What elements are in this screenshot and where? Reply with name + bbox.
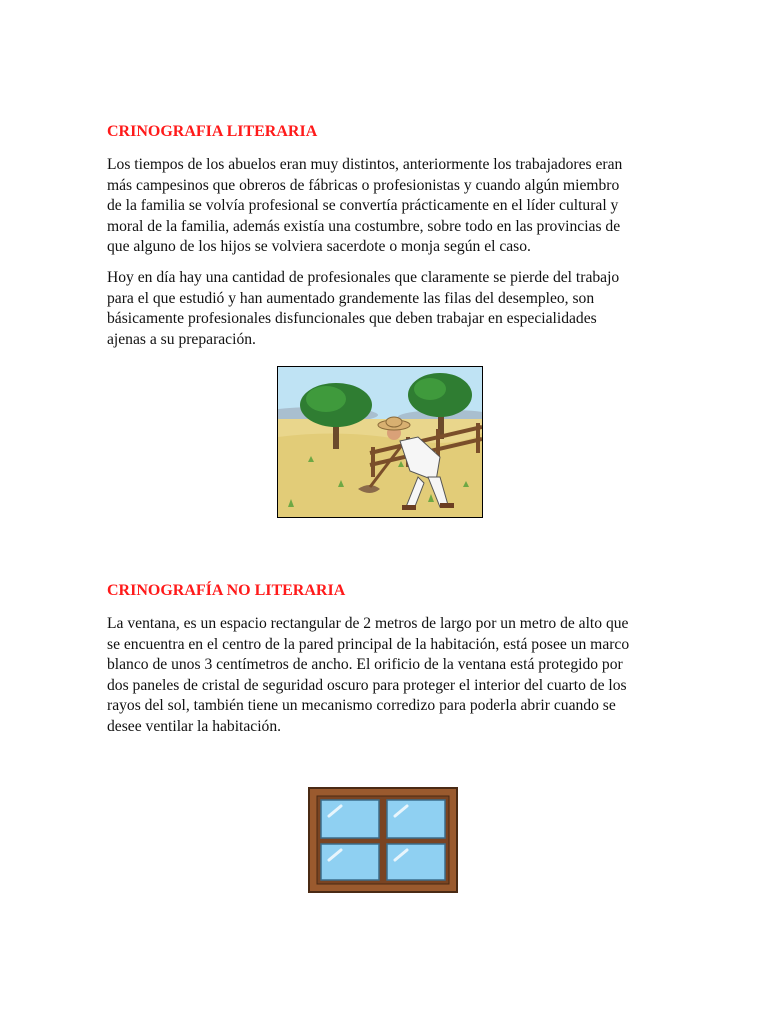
paragraph-ventana	[107, 614, 667, 737]
paragraph-line: desee ventilar la habitación.	[107, 717, 282, 735]
farmer-drawing	[278, 367, 482, 517]
paragraph-line: para el que estudió y han aumentado grandemente las filas del desempleo, son	[107, 289, 595, 307]
section-title-literaria: CRINOGRAFIA LITERARIA	[107, 123, 318, 140]
section-title-no-literaria: CRINOGRAFÍA NO LITERARIA	[107, 582, 346, 599]
paragraph-line: básicamente profesionales disfuncionales que deben trabajar en especialidades	[107, 310, 597, 327]
paragraph-line: dos paneles de cristal de seguridad oscuro para proteger el interior del cuarto de los	[107, 676, 627, 694]
paragraph-line: Hoy en día hay una cantidad de profesionales que claramente se pierde del trabajo	[107, 269, 620, 286]
paragraph-line: de la familia se volvía profesional se convertía prácticamente en el líder cultural y	[107, 197, 619, 214]
paragraph-profesionales	[107, 268, 667, 350]
paragraph-line: rayos del sol, también tiene un mecanismo corredizo para poderla abrir cuando se	[107, 697, 616, 714]
paragraph-line: moral de la familia, además existía una costumbre, sobre todo en las provincias de	[107, 217, 621, 235]
paragraph-line: blanco de unos 3 centímetros de ancho. El orificio de la ventana está protegido por	[107, 656, 623, 673]
paragraph-line: ajenas a su preparación.	[107, 330, 256, 348]
paragraph-abuelos	[107, 155, 667, 258]
paragraph-line: Los tiempos de los abuelos eran muy distintos, anteriormente los trabajadores eran	[107, 156, 623, 173]
paragraph-line: se encuentra en el centro de la pared principal de la habitación, está posee un marco	[107, 635, 630, 653]
window-drawing	[283, 764, 487, 916]
paragraph-line: La ventana, es un espacio rectangular de 2 metros de largo por un metro de alto que	[107, 615, 629, 632]
window-illustration	[283, 764, 487, 916]
farmer-illustration	[277, 366, 483, 518]
paragraph-line: más campesinos que obreros de fábricas o profesionistas y cuando algún miembro	[107, 176, 620, 194]
paragraph-line: que alguno de los hijos se volviera sacerdote o monja según el caso.	[107, 238, 531, 255]
